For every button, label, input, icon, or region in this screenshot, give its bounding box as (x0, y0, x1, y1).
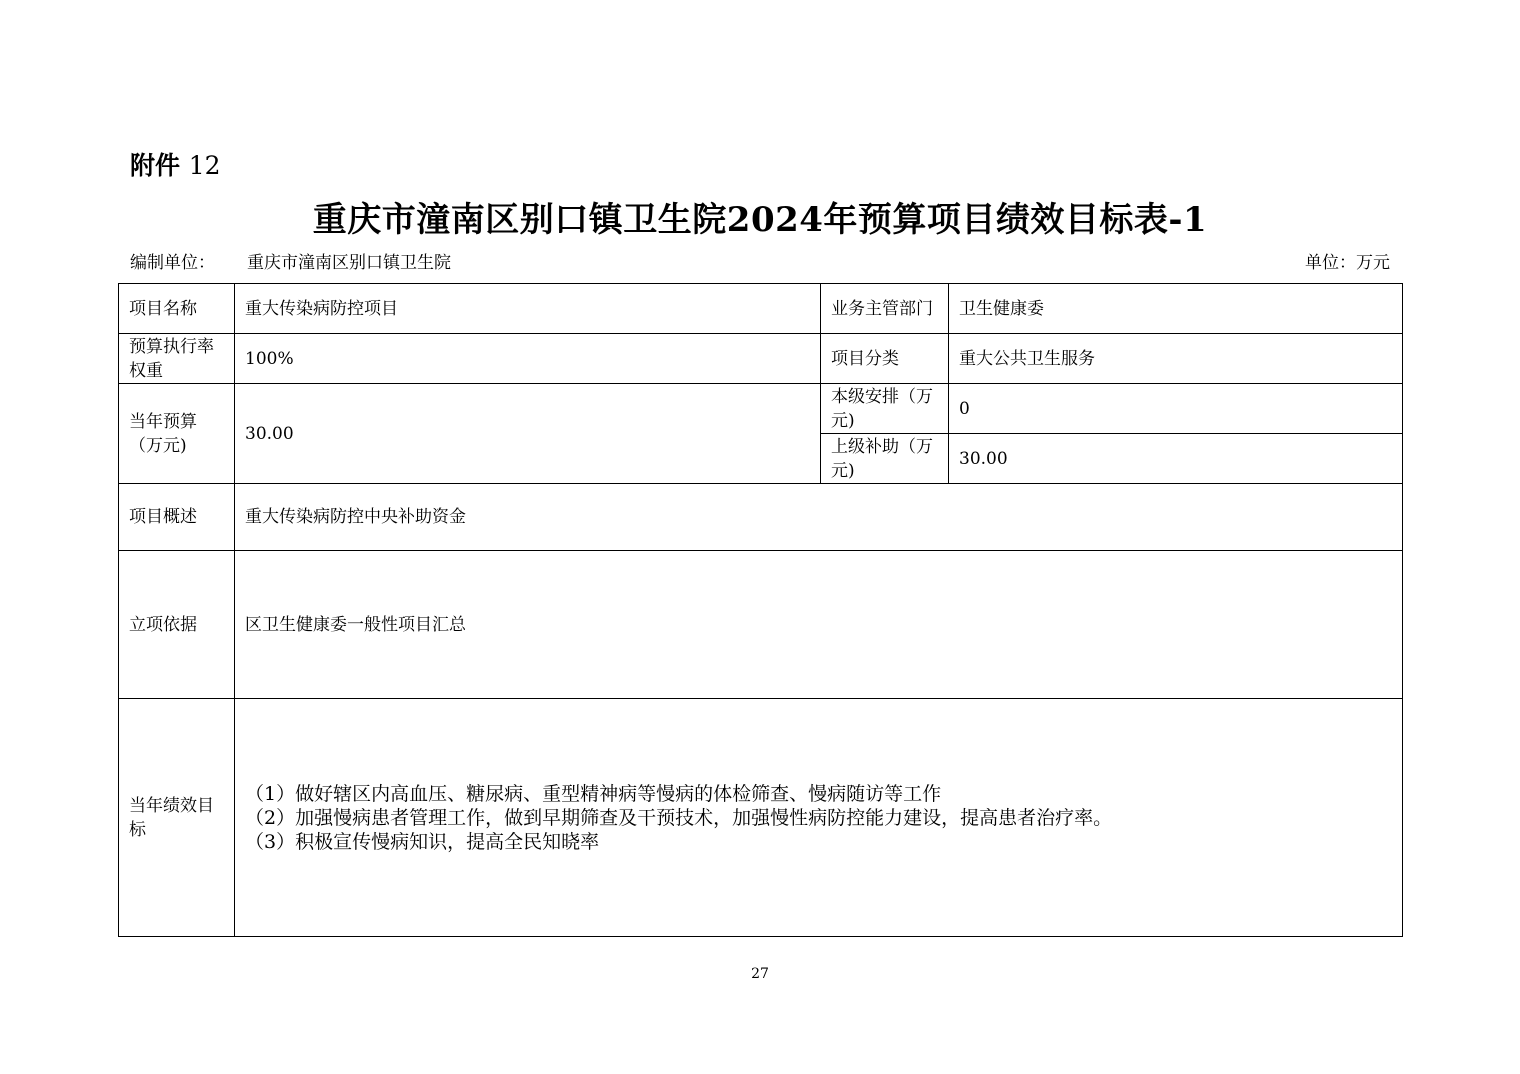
overview-label: 项目概述 (119, 484, 235, 551)
superior-value: 30.00 (949, 434, 1403, 484)
budget-label: 当年预算（万元) (119, 384, 235, 484)
compiling-unit (130, 248, 451, 273)
table-row (119, 484, 1403, 551)
table-row (119, 699, 1403, 937)
goals-cell (235, 699, 1403, 937)
local-label: 本级安排（万元) (821, 384, 949, 434)
attachment-label (130, 146, 221, 182)
basis-value: 区卫生健康委一般性项目汇总 (235, 551, 1403, 699)
dept-label: 业务主管部门 (821, 284, 949, 334)
page-title: 重庆市潼南区别口镇卫生院2024年预算项目绩效目标表-1 (312, 200, 1208, 240)
category-value: 重大公共卫生服务 (949, 334, 1403, 384)
table-row (119, 334, 1403, 384)
attachment-number: 12 (188, 151, 221, 180)
local-value: 0 (949, 384, 1403, 434)
goals-label: 当年绩效目标 (119, 699, 235, 937)
compiling-unit-value: 重庆市潼南区别口镇卫生院 (247, 253, 451, 273)
goal-item: （1）做好辖区内高血压、糖尿病、重型精神病等慢病的体检筛查、慢病随访等工作 (245, 782, 942, 805)
goal-item: （3）积极宣传慢病知识，提高全民知晓率 (245, 830, 600, 853)
table-row (119, 384, 1403, 434)
table-row (119, 284, 1403, 334)
superior-label: 上级补助（万元) (821, 434, 949, 484)
basis-label: 立项依据 (119, 551, 235, 699)
dept-value: 卫生健康委 (949, 284, 1403, 334)
category-label: 项目分类 (821, 334, 949, 384)
project-name-label: 项目名称 (119, 284, 235, 334)
goal-item: （2）加强慢病患者管理工作，做到早期筛查及干预技术，加强慢性病防控能力建设，提高患者治疗率。 (245, 806, 1113, 829)
budget-value: 30.00 (235, 384, 821, 484)
performance-table (118, 283, 1403, 937)
page-number: 27 (751, 966, 769, 982)
currency-unit: 单位：万元 (1305, 253, 1390, 273)
project-name: 重大传染病防控项目 (235, 284, 821, 334)
compiling-unit-label: 编制单位： (130, 253, 215, 273)
attachment-text: 附件 (130, 151, 181, 180)
overview-value: 重大传染病防控中央补助资金 (235, 484, 1403, 551)
exec-rate-label: 预算执行率权重 (119, 334, 235, 384)
table-row (119, 551, 1403, 699)
exec-rate-value: 100% (235, 334, 821, 384)
